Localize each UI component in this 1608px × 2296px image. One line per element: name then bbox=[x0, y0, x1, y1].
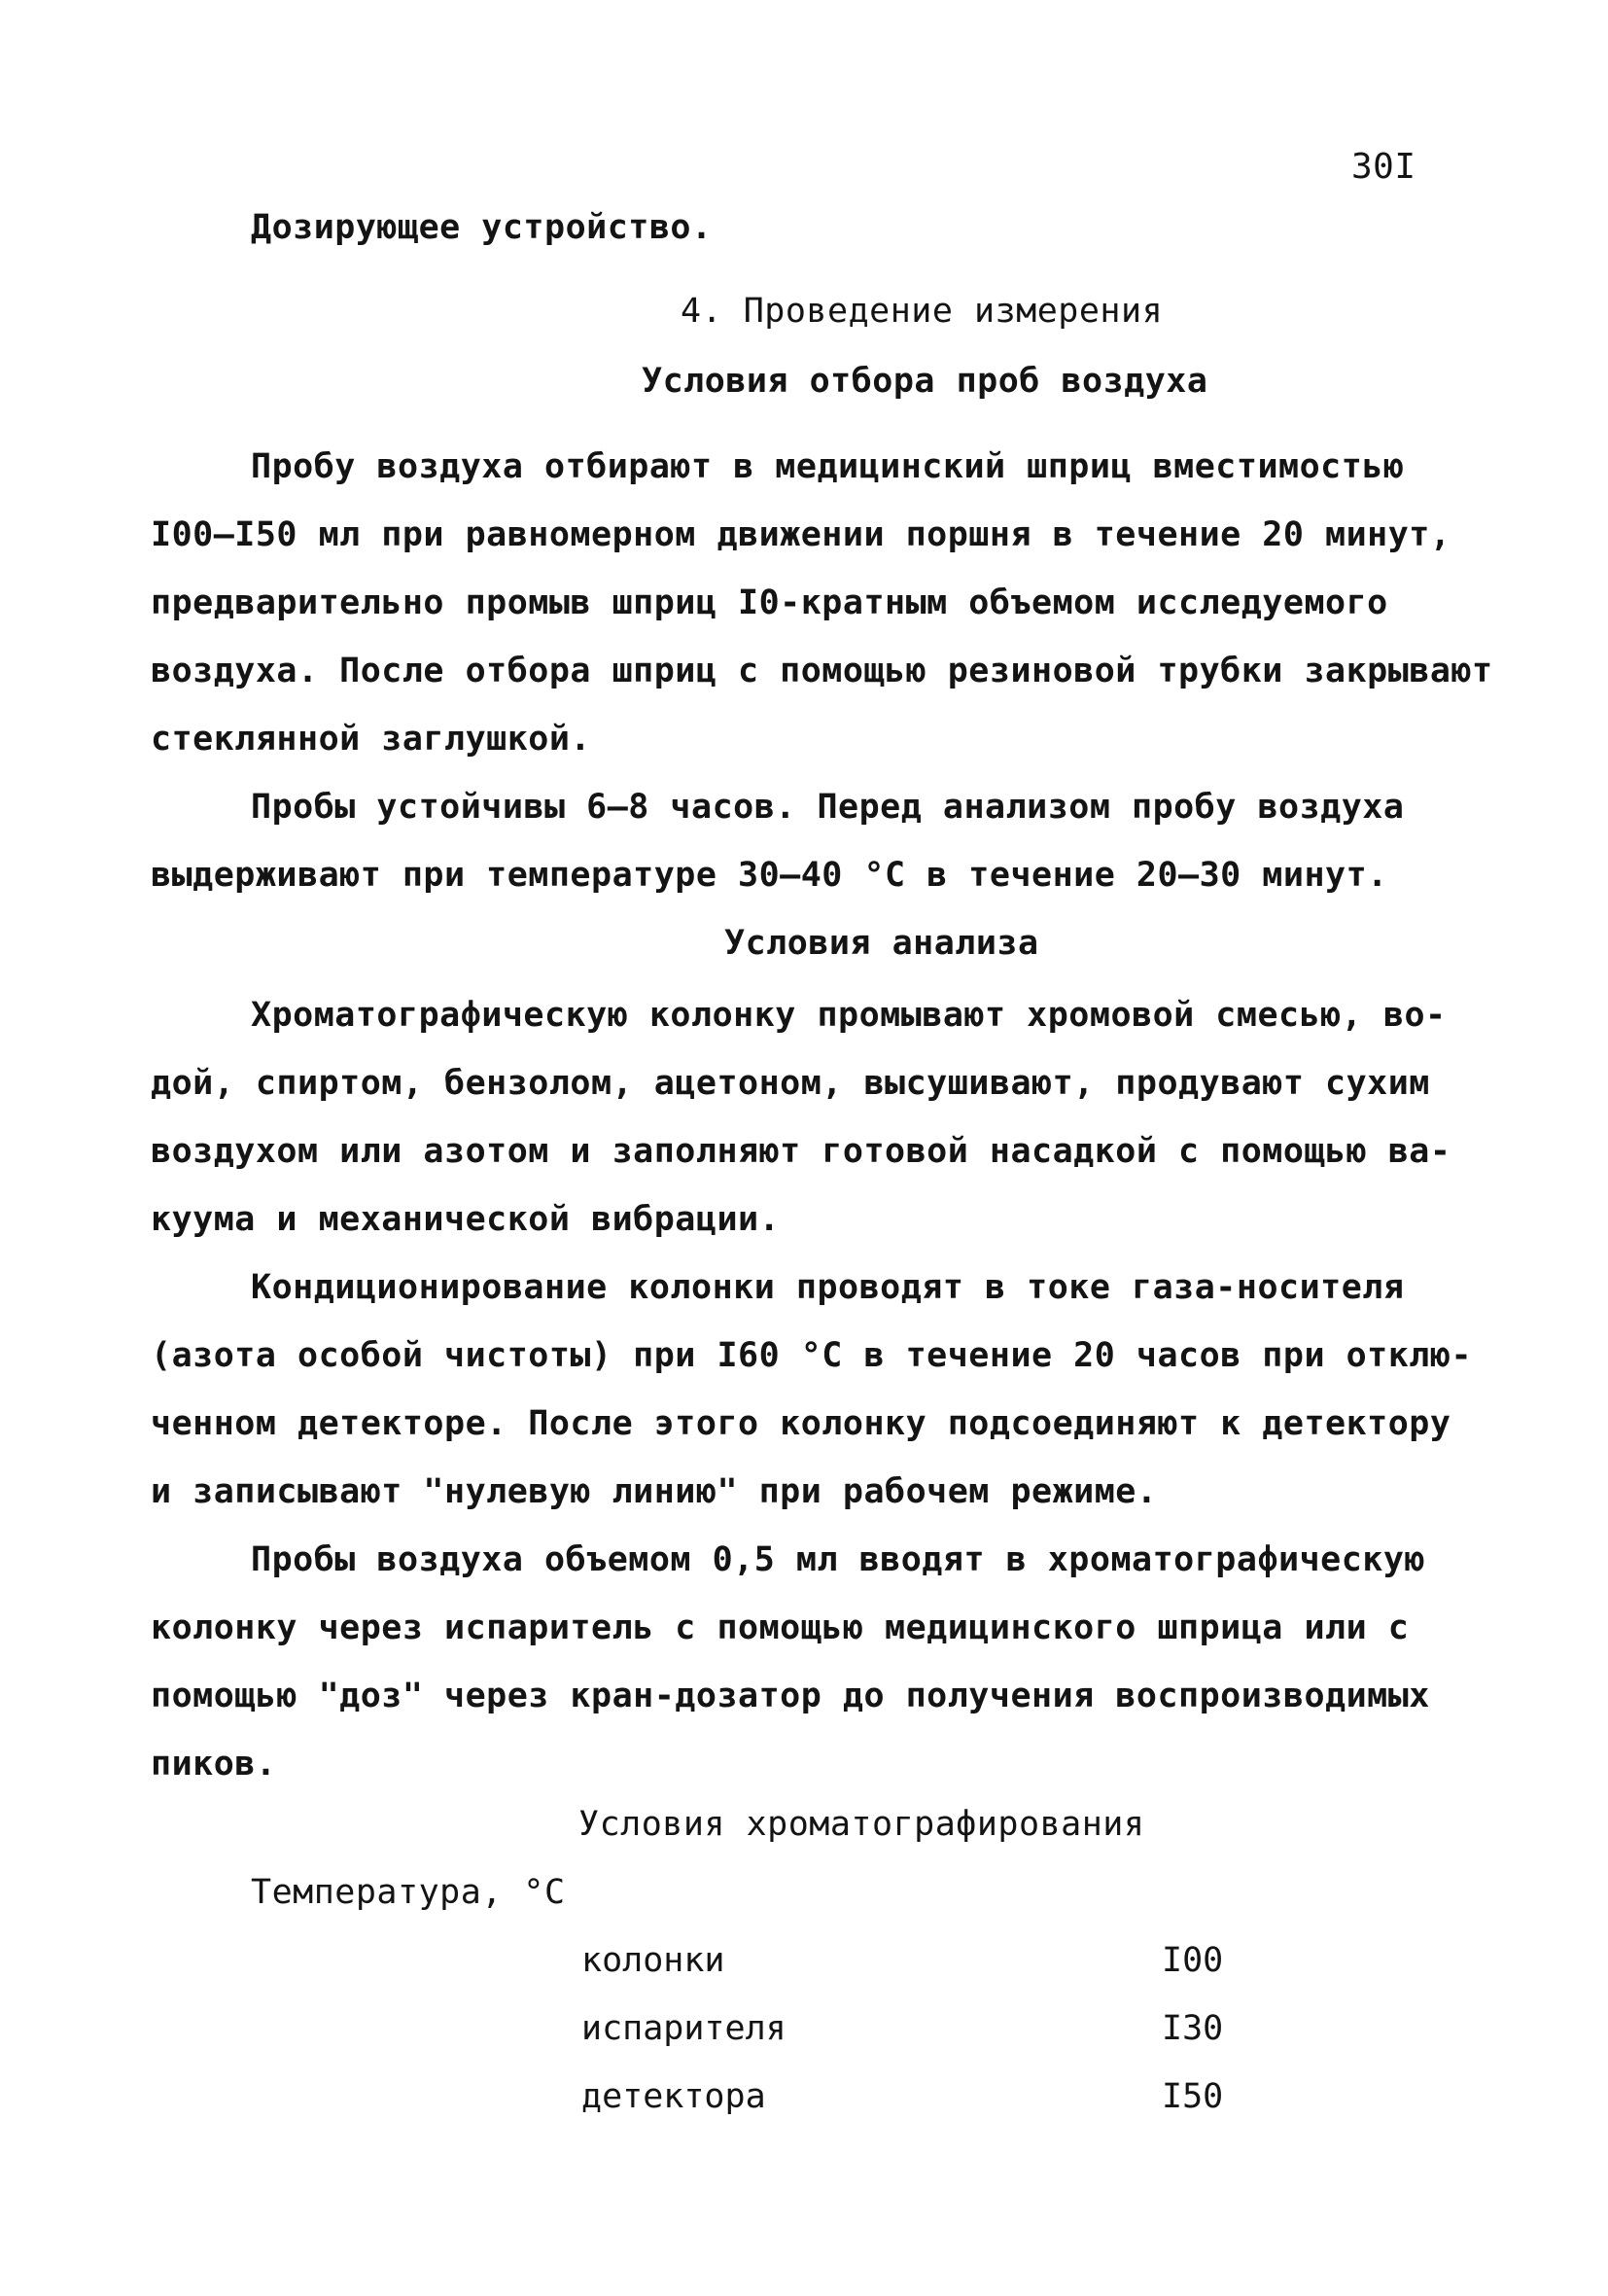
injection-paragraph-line: помощью "доз" через кран-дозатор до получения воспроизводимых bbox=[151, 1677, 1430, 1715]
stability-paragraph-line: Пробы устойчивы 6–8 часов. Перед анализом пробу воздуха bbox=[251, 788, 1405, 827]
column-paragraph-line: Хроматографическую колонку промывают хромовой смесью, во- bbox=[251, 996, 1447, 1035]
analysis-heading: Условия анализа bbox=[724, 924, 1039, 963]
temperature-row-label: детектора bbox=[581, 2077, 766, 2116]
intro-line: Дозирующее устройство. bbox=[251, 208, 713, 247]
page-number: 30I bbox=[1351, 147, 1416, 187]
temperature-row-value: I50 bbox=[1162, 2077, 1224, 2116]
temperature-row-label: колонки bbox=[581, 1941, 725, 1980]
section-heading: 4. Проведение измерения bbox=[681, 292, 1164, 331]
temperature-row-label: испарителя bbox=[581, 2009, 787, 2048]
temperature-row-value: I00 bbox=[1162, 1941, 1224, 1980]
injection-paragraph-line: пиков. bbox=[151, 1745, 277, 1784]
column-paragraph-line: куума и механической вибрации. bbox=[151, 1200, 781, 1239]
stability-paragraph-line: выдерживают при температуре 30–40 °С в течение 20–30 минут. bbox=[151, 856, 1388, 895]
sampling-paragraph-line: предварительно промыв шприц I0-кратным объемом исследуемого bbox=[151, 583, 1388, 622]
temperature-label: Температура, °С bbox=[251, 1873, 566, 1912]
conditioning-paragraph-line: (азота особой чистоты) при I60 °С в течение 20 часов при отклю- bbox=[151, 1336, 1473, 1375]
injection-paragraph-line: колонку через испаритель с помощью медицинского шприца или с bbox=[151, 1608, 1410, 1647]
conditioning-paragraph-line: ченном детекторе. После этого колонку подсоединяют к детектору bbox=[151, 1404, 1451, 1443]
temperature-row-value: I30 bbox=[1162, 2009, 1224, 2048]
sampling-paragraph-line: I00–I50 мл при равномерном движении поршня в течение 20 минут, bbox=[151, 515, 1451, 554]
injection-paragraph-line: Пробы воздуха объемом 0,5 мл вводят в хроматографическую bbox=[251, 1540, 1426, 1579]
sampling-paragraph-line: стеклянной заглушкой. bbox=[151, 720, 592, 759]
sampling-paragraph-line: воздуха. После отбора шприц с помощью резиновой трубки закрывают bbox=[151, 652, 1493, 690]
sampling-heading: Условия отбора проб воздуха bbox=[642, 362, 1208, 401]
chromatography-heading: Условия хроматографирования bbox=[578, 1805, 1145, 1844]
conditioning-paragraph-line: и записывают "нулевую линию" при рабочем режиме. bbox=[151, 1472, 1158, 1511]
column-paragraph-line: дой, спиртом, бензолом, ацетоном, высушивают, продувают сухим bbox=[151, 1064, 1430, 1103]
column-paragraph-line: воздухом или азотом и заполняют готовой насадкой с помощью ва- bbox=[151, 1132, 1451, 1171]
conditioning-paragraph-line: Кондиционирование колонки проводят в токе газа-носителя bbox=[251, 1268, 1405, 1307]
sampling-paragraph-line: Пробу воздуха отбирают в медицинский шприц вместимостью bbox=[251, 447, 1405, 486]
